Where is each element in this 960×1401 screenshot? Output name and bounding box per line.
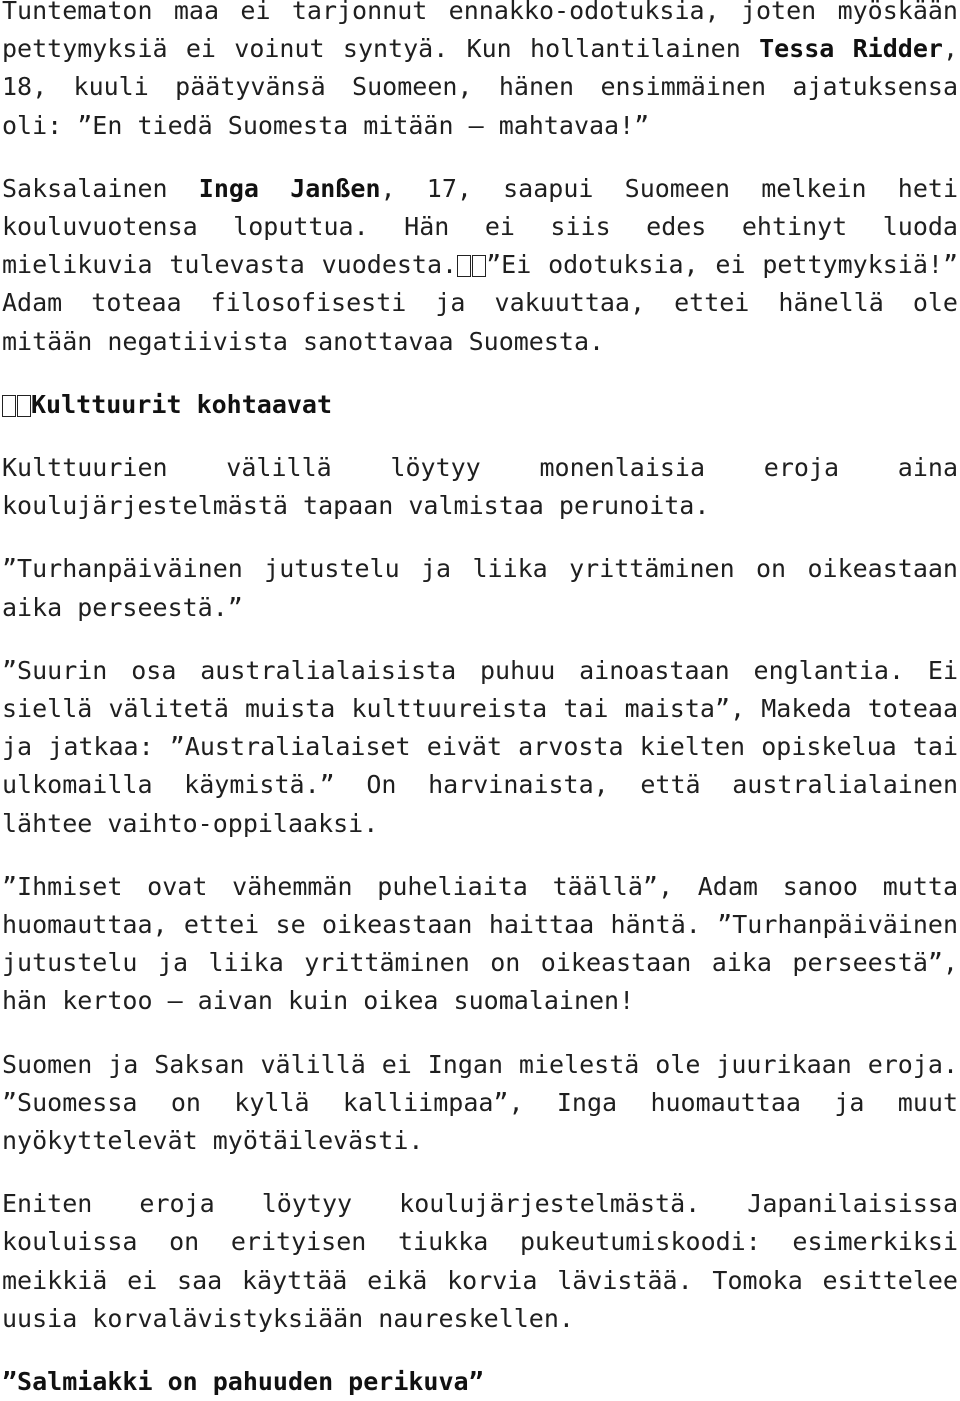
paragraph-text: ”Ei odotuksia, ei pettymyksiä!” Adam toteaa filosofisesti ja vakuuttaa, ettei hänellä ole mitään negatiivista sanottavaa Suomesta. — [2, 250, 958, 356]
paragraph-text: Saksalainen — [2, 173, 199, 203]
heading-text: Kulttuurit kohtaavat — [31, 389, 333, 419]
paragraph-pullquote: ”Turhanpäiväinen jutustelu ja liika yrittäminen on oikeastaan aika perseestä.” — [2, 554, 958, 622]
missing-glyph-icon — [17, 395, 31, 417]
paragraph-australia: ”Suurin osa australialaisista puhuu ainoastaan englantia. Ei siellä välitetä muista kulttuureista tai maista”, Makeda toteaa ja jatkaa: ”Australialaiset eivät arvosta kielten opiskelua tai ulkomailla käymistä.” On harvinaista, että australialainen lähtee vaihto-oppilaaksi. — [2, 655, 958, 838]
section-heading-cultures — [2, 386, 958, 424]
person-name-tessa: Tessa Ridder — [759, 34, 943, 64]
missing-glyph-icon — [457, 255, 471, 277]
person-name-inga: Inga Janßen — [198, 173, 381, 203]
paragraph-intro — [2, 0, 958, 145]
paragraph-text: Tuntematon maa ei tarjonnut ennakko-odotuksia, joten myöskään pettymyksiä ei voinut syntyä. Kun hollantilainen — [2, 0, 958, 64]
paragraph-japan: Eniten eroja löytyy koulujärjestelmästä. Japanilaisissa kouluissa on erityisen tiukka pukeutumiskoodi: esimerkiksi meikkiä ei saa käyttää eikä korvia lävistää. Tomoka esittelee uusia korvalävistyksiään naureskellen. — [2, 1189, 958, 1333]
paragraph-differences: Kulttuurien välillä löytyy monenlaisia eroja aina koulujärjestelmästä tapaan valmistaa perunoita. — [2, 453, 958, 521]
paragraph-text: , 18, kuuli päätyvänsä Suomeen, hänen ensimmäinen ajatuksensa oli: ”En tiedä Suomesta mitään – mahtavaa!” — [2, 34, 958, 140]
missing-glyph-icon — [2, 395, 16, 417]
paragraph-germany: Suomen ja Saksan välillä ei Ingan mielestä ole juurikaan eroja. ”Suomessa on kyllä kalliimpaa”, Inga huomauttaa ja muut nyökyttelevät myötäilevästi. — [2, 1049, 958, 1156]
paragraph-adam: ”Ihmiset ovat vähemmän puheliaita täällä”, Adam sanoo mutta huomauttaa, ettei se oikeastaan haittaa häntä. ”Turhanpäiväinen jutustelu ja liika yrittäminen on oikeastaan aika perseestä”, hän kertoo – aivan kuin oikea suomalainen! — [2, 871, 958, 1016]
missing-glyph-icon — [472, 255, 486, 277]
paragraph-inga — [2, 170, 958, 361]
paragraph-text: , 17, saapui Suomeen melkein heti kouluvuotensa loputtua. Hän ei siis edes ehtinyt luoda mielikuvia tulevasta vuodesta. — [2, 173, 958, 280]
section-heading-salmiakki: ”Salmiakki on pahuuden perikuva” — [2, 1367, 484, 1397]
